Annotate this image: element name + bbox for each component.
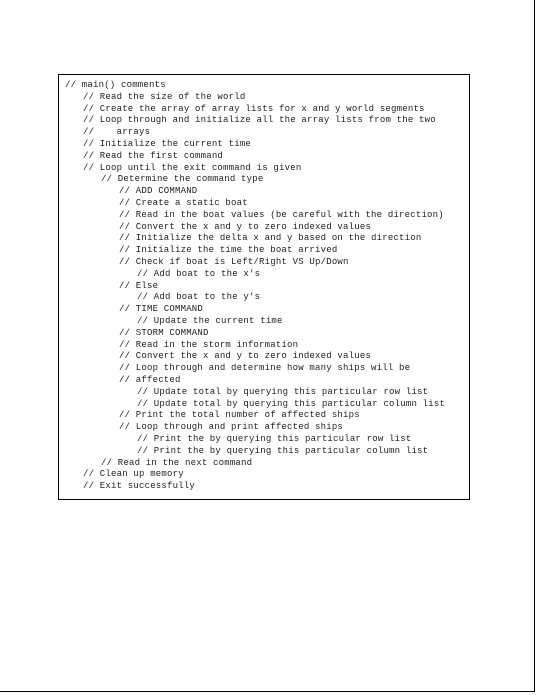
code-line: // ADD COMMAND bbox=[119, 186, 198, 197]
code-line: // Determine the command type bbox=[101, 174, 264, 185]
code-line: // STORM COMMAND bbox=[119, 327, 209, 338]
code-line: // Create a static boat bbox=[119, 197, 248, 208]
code-line: // Add boat to the y's bbox=[137, 292, 261, 303]
code-line: // Initialize the delta x and y based on the direction bbox=[119, 233, 422, 244]
code-line: // Print the by querying this particular row list bbox=[137, 433, 412, 444]
code-line: // Clean up memory bbox=[83, 469, 184, 480]
code-line: // arrays bbox=[83, 127, 151, 138]
code-line: // Loop through and print affected ships bbox=[119, 422, 344, 433]
code-line: // affected bbox=[119, 374, 181, 385]
code-line: // Convert the x and y to zero indexed values bbox=[119, 221, 372, 232]
code-line: // main() comments bbox=[65, 80, 166, 90]
code-line: // Read the first command bbox=[83, 150, 224, 161]
code-line: // Print the by querying this particular column list bbox=[137, 445, 429, 456]
code-line: // Create the array of array lists for x and y world segments bbox=[83, 103, 425, 114]
code-line: // Convert the x and y to zero indexed values bbox=[119, 351, 372, 362]
code-line: // Loop until the exit command is given bbox=[83, 162, 302, 173]
code-line: // Print the total number of affected ships bbox=[119, 410, 360, 421]
code-line: // Read in the next command bbox=[101, 457, 253, 468]
pseudocode-box bbox=[58, 74, 470, 500]
code-line: // Update total by querying this particular column list bbox=[137, 398, 446, 409]
code-line: // Add boat to the x's bbox=[137, 268, 261, 279]
pseudocode-lines bbox=[65, 80, 467, 493]
code-line: // Loop through and initialize all the array lists from the two bbox=[83, 115, 436, 126]
code-line: // Loop through and determine how many ships will be bbox=[119, 363, 411, 374]
code-line: // Initialize the current time bbox=[83, 138, 252, 149]
code-line: // Check if boat is Left/Right VS Up/Down bbox=[119, 256, 349, 267]
code-line: // Read the size of the world bbox=[83, 91, 246, 102]
code-line: // Read in the storm information bbox=[119, 339, 299, 350]
code-line: // Read in the boat values (be careful with the direction) bbox=[119, 209, 444, 220]
code-line: // Update total by querying this particular row list bbox=[137, 386, 429, 397]
code-line: // Initialize the time the boat arrived bbox=[119, 245, 338, 256]
code-line: // Update the current time bbox=[137, 315, 283, 326]
code-line: // Exit successfully bbox=[83, 481, 196, 492]
code-line: // Else bbox=[119, 280, 159, 291]
code-line: // TIME COMMAND bbox=[119, 304, 204, 315]
